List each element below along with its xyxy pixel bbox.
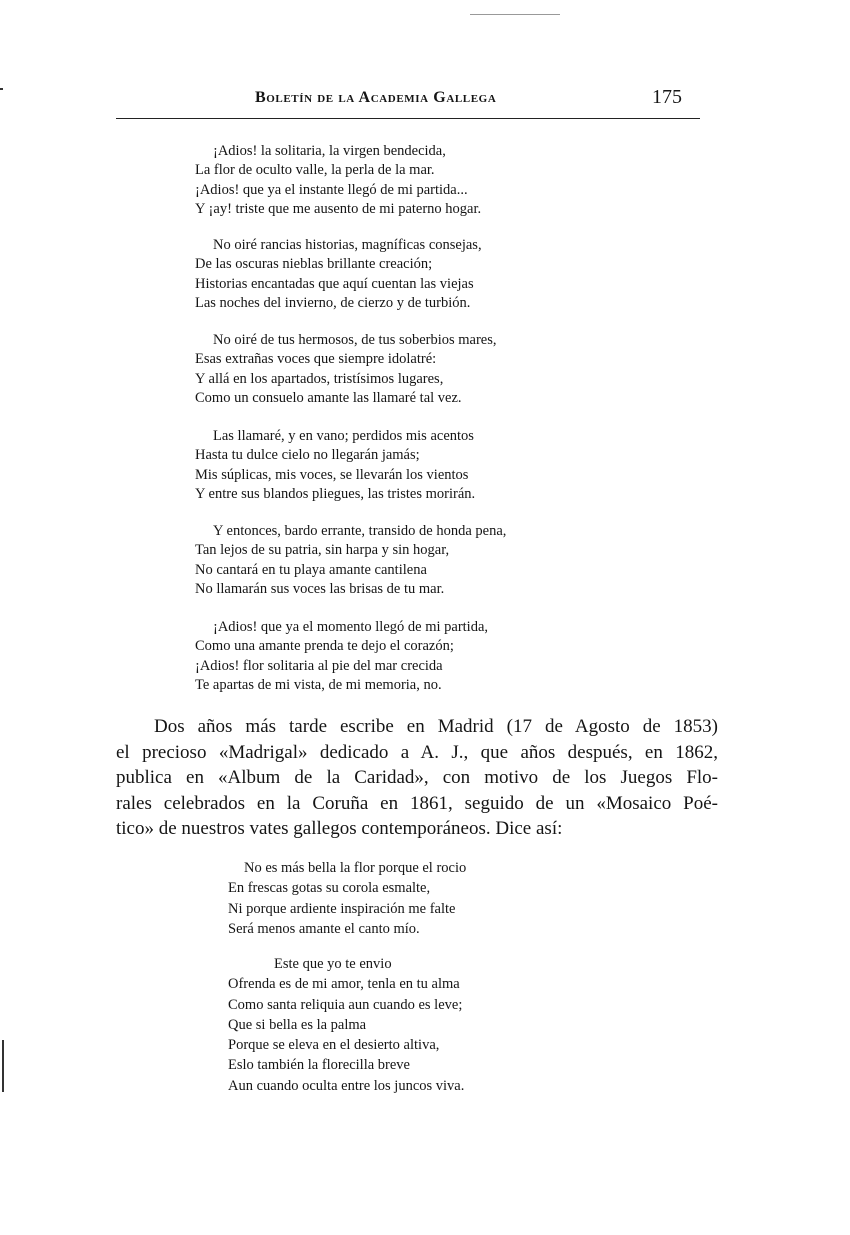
- verse-line: Hasta tu dulce cielo no llegarán jamás;: [195, 447, 420, 464]
- verse-line: Esas extrañas voces que siempre idolatré:: [195, 351, 437, 368]
- verse-line: Será menos amante el canto mío.: [228, 920, 420, 937]
- poem-stanza: [195, 331, 625, 408]
- verse-line: ¡Adios! flor solitaria al pie del mar crecida: [195, 657, 443, 674]
- prose-line: Dos años más tarde escribe en Madrid (17 de Agosto de 1853): [154, 716, 718, 737]
- verse-line: Como una amante prenda te dejo el corazón;: [195, 638, 454, 655]
- verse-line: Porque se eleva en el desierto altiva,: [228, 1037, 440, 1054]
- scan-artifact: [470, 14, 560, 15]
- prose-line: rales celebrados en la Coruña en 1861, seguido de un «Mosaico Poé-: [116, 792, 718, 814]
- verse-line: Las noches del invierno, de cierzo y de turbión.: [195, 294, 471, 311]
- verse-line: No cantará en tu playa amante cantilena: [195, 561, 427, 578]
- verse-line: ¡Adios! que ya el momento llegó de mi partida,: [213, 619, 489, 635]
- prose-line: tico» de nuestros vates gallegos contemporáneos. Dice así:: [116, 818, 563, 839]
- journal-title: Boletín de la Academia Gallega: [255, 89, 497, 106]
- verse-line: ¡Adios! que ya el instante llegó de mi partida...: [195, 181, 468, 198]
- madrigal-stanza: [228, 858, 608, 939]
- verse-line: Mis súplicas, mis voces, se llevarán los vientos: [195, 466, 469, 483]
- verse-line: Te apartas de mi vista, de mi memoria, no.: [195, 676, 442, 693]
- verse-line: No oiré rancias historias, magníficas consejas,: [213, 237, 482, 253]
- verse-line: Y entre sus blandos pliegues, las tristes morirán.: [195, 485, 476, 502]
- scan-artifact: [0, 88, 3, 90]
- header-rule: [116, 118, 700, 119]
- verse-line: Ni porque ardiente inspiración me falte: [228, 900, 456, 917]
- page-number: 175: [652, 86, 682, 108]
- running-header: [116, 86, 700, 111]
- verse-line: De las oscuras nieblas brillante creación;: [195, 256, 433, 273]
- madrigal-stanza: [228, 954, 608, 1096]
- verse-line: No llamarán sus voces las brisas de tu mar.: [195, 580, 445, 597]
- verse-line: Y entonces, bardo errante, transido de honda pena,: [213, 523, 507, 539]
- verse-line: No es más bella la flor porque el rocio: [244, 860, 467, 876]
- poem-stanza: [195, 236, 625, 313]
- prose-line: el precioso «Madrigal» dedicado a A. J., que años después, en 1862,: [116, 741, 718, 763]
- verse-line: No oiré de tus hermosos, de tus soberbios mares,: [213, 332, 497, 348]
- verse-line: En frescas gotas su corola esmalte,: [228, 880, 431, 897]
- verse-line: Como santa reliquia aun cuando es leve;: [228, 996, 463, 1013]
- verse-line: Que si bella es la palma: [228, 1016, 367, 1033]
- verse-line: Tan lejos de su patria, sin harpa y sin hogar,: [195, 542, 450, 559]
- verse-line: Ofrenda es de mi amor, tenla en tu alma: [228, 976, 460, 993]
- poem-stanza: [195, 618, 625, 695]
- prose-paragraph: [116, 714, 718, 842]
- verse-line: Historias encantadas que aquí cuentan las viejas: [195, 275, 474, 292]
- verse-line: Como un consuelo amante las llamaré tal vez.: [195, 389, 462, 406]
- verse-line: Y ¡ay! triste que me ausento de mi paterno hogar.: [195, 200, 482, 217]
- verse-line: Y allá en los apartados, tristísimos lugares,: [195, 370, 444, 387]
- verse-line: Este que yo te envio: [274, 956, 392, 972]
- verse-line: ¡Adios! la solitaria, la virgen bendecida,: [213, 143, 446, 159]
- verse-line: Aun cuando oculta entre los juncos viva.: [228, 1077, 465, 1094]
- poem-stanza: [195, 142, 625, 219]
- prose-line: publica en «Album de la Caridad», con motivo de los Juegos Flo-: [116, 767, 718, 788]
- verse-line: Eslo también la florecilla breve: [228, 1057, 410, 1074]
- scan-artifact: [2, 1040, 4, 1092]
- poem-stanza: [195, 522, 625, 599]
- verse-line: Las llamaré, y en vano; perdidos mis acentos: [213, 428, 474, 444]
- verse-line: La flor de oculto valle, la perla de la mar.: [195, 162, 435, 179]
- poem-stanza: [195, 427, 625, 504]
